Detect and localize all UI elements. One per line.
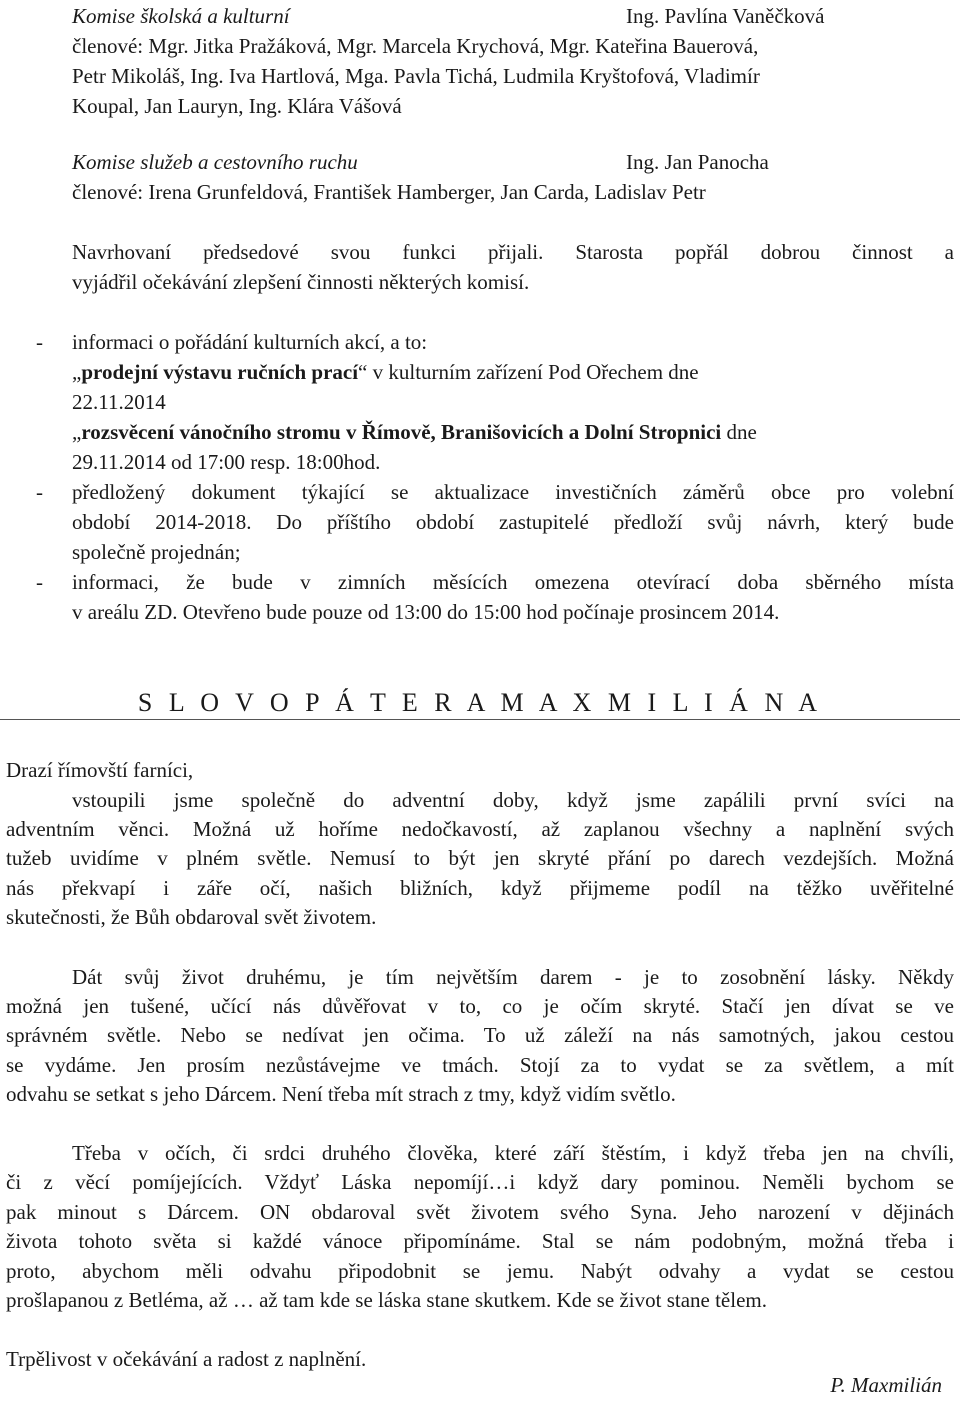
bullet-1-event-2-date: 29.11.2014 od 17:00 resp. 18:00hod. xyxy=(72,450,381,474)
committee-2-name: Komise služeb a cestovního ruchu xyxy=(72,150,358,174)
bullet-1-intro: informaci o pořádání kulturních akcí, a to: xyxy=(72,330,428,354)
committee-1-members-line-3: Koupal, Jan Lauryn, Ing. Klára Vášová xyxy=(72,94,402,118)
p2-line-4: se vydáme. Jen prosím nezůstávejme ve tmách. Stojí za to vydat se za světlem, a mít xyxy=(6,1053,954,1077)
committee-1-chair: Ing. Pavlína Vaněčková xyxy=(626,4,825,28)
p3-line-4: života tohoto světa si každé vánoce připomínáme. Stal se nám podobným, možná třeba i xyxy=(6,1229,954,1253)
bullet-dash-3: - xyxy=(36,570,43,594)
p1-line-3: tužeb uvidíme v plném světle. Nemusí to být jen skryté přání po darech vezdejších. Možná xyxy=(6,846,954,870)
bullet-2-line-2: období 2014-2018. Do příštího období zastupitelé předloží svůj návrh, který bude xyxy=(72,510,954,534)
p3-line-5: proto, abychom měli odvahu připodobnit se jemu. Nabýt odvahy a vydat se cestou xyxy=(6,1259,954,1283)
event-1-rest: “ v kulturním zařízení Pod Ořechem dne xyxy=(358,360,699,384)
p3-line-3: pak minout s Dárcem. ON obdaroval svět životem svého Syna. Jeho narození v dějinách xyxy=(6,1200,954,1224)
acceptance-line-1: Navrhovaní předsedové svou funkci přijali. Starosta popřál dobrou činnost a xyxy=(72,240,954,264)
bullet-2-line-3: společně projednán; xyxy=(72,540,241,564)
committee-1-members-line-2: Petr Mikoláš, Ing. Iva Hartlová, Mga. Pavla Tichá, Ludmila Kryštofová, Vladimír xyxy=(72,64,760,88)
p2-line-3: správném světle. Nebo se nedívat jen očima. To už záleží na nás samotných, jakou cestou xyxy=(6,1023,954,1047)
bullet-dash-1: - xyxy=(36,330,43,354)
bullet-dash-2: - xyxy=(36,480,43,504)
p3-line-1: Třeba v očích, či srdci druhého člověka, které září štěstím, i když třeba jen na chvíli, xyxy=(72,1141,954,1165)
article-greeting: Drazí římovští farníci, xyxy=(6,758,194,782)
bullet-1-event-1-date: 22.11.2014 xyxy=(72,390,166,414)
event-1-title: prodejní výstavu ručních prací xyxy=(81,360,359,384)
bullet-2-line-1: předložený dokument týkající se aktualizace investičních záměrů obce pro volební xyxy=(72,480,954,504)
quote-open: „ xyxy=(72,420,82,444)
event-2-title: rozsvěcení vánočního stromu v Římově, Branišovicích a Dolní Stropnici xyxy=(81,420,722,444)
acceptance-line-2: vyjádřil očekávání zlepšení činnosti některých komisí. xyxy=(72,270,530,294)
article-title: S L O V O P Á T E R A M A X M I L I Á N A xyxy=(137,688,823,717)
committee-1-members-line-1: členové: Mgr. Jitka Pražáková, Mgr. Marcela Krychová, Mgr. Kateřina Bauerová, xyxy=(72,34,759,58)
title-divider xyxy=(0,719,960,720)
p1-line-2: adventním věnci. Možná už hoříme nedočkavostí, až zaplanou všechny a naplnění svých xyxy=(6,817,954,841)
p3-line-2: či z věcí pomíjejících. Vždyť Láska nepomíjí…i když dary pominou. Neměli bychom se xyxy=(6,1170,954,1194)
bullet-1-event-1 xyxy=(72,358,699,388)
p2-line-1: Dát svůj život druhému, je tím největším darem - je to zosobnění lásky. Někdy xyxy=(72,965,954,989)
p1-line-5: skutečnosti, že Bůh obdaroval svět životem. xyxy=(6,905,377,929)
p1-line-1: vstoupili jsme společně do adventní doby, když jsme zapálili první svíci na xyxy=(72,788,954,812)
bullet-3-line-1: informaci, že bude v zimních měsících omezena otevírací doba sběrného místa xyxy=(72,570,954,594)
article-closing: Trpělivost v očekávání a radost z naplnění. xyxy=(6,1347,367,1371)
article-signature: P. Maxmilián xyxy=(830,1373,942,1397)
bullet-1-event-2 xyxy=(72,418,757,448)
committee-2-chair: Ing. Jan Panocha xyxy=(626,150,769,174)
p2-line-5: odvahu se setkat s jeho Dárcem. Není třeba mít strach z tmy, když vidím světlo. xyxy=(6,1082,676,1106)
quote-open: „ xyxy=(72,360,82,384)
bullet-3-line-2: v areálu ZD. Otevřeno bude pouze od 13:00 do 15:00 hod počínaje prosincem 2014. xyxy=(72,600,780,624)
event-2-rest: dne xyxy=(721,420,757,444)
committee-1-name: Komise školská a kulturní xyxy=(72,4,290,28)
p1-line-4: nás překvapí i záře očí, našich bližních, když přijmeme podíl na těžko uvěřitelné xyxy=(6,876,954,900)
p2-line-2: možná jen tušené, učící nás důvěřovat v to, co je očím skryté. Stačí jen dívat se ve xyxy=(6,994,954,1018)
p3-line-6: prošlapanou z Betléma, až … až tam kde se láska stane skutkem. Kde se život stane tělem. xyxy=(6,1288,767,1312)
committee-2-members-line-1: členové: Irena Grunfeldová, František Hamberger, Jan Carda, Ladislav Petr xyxy=(72,180,706,204)
